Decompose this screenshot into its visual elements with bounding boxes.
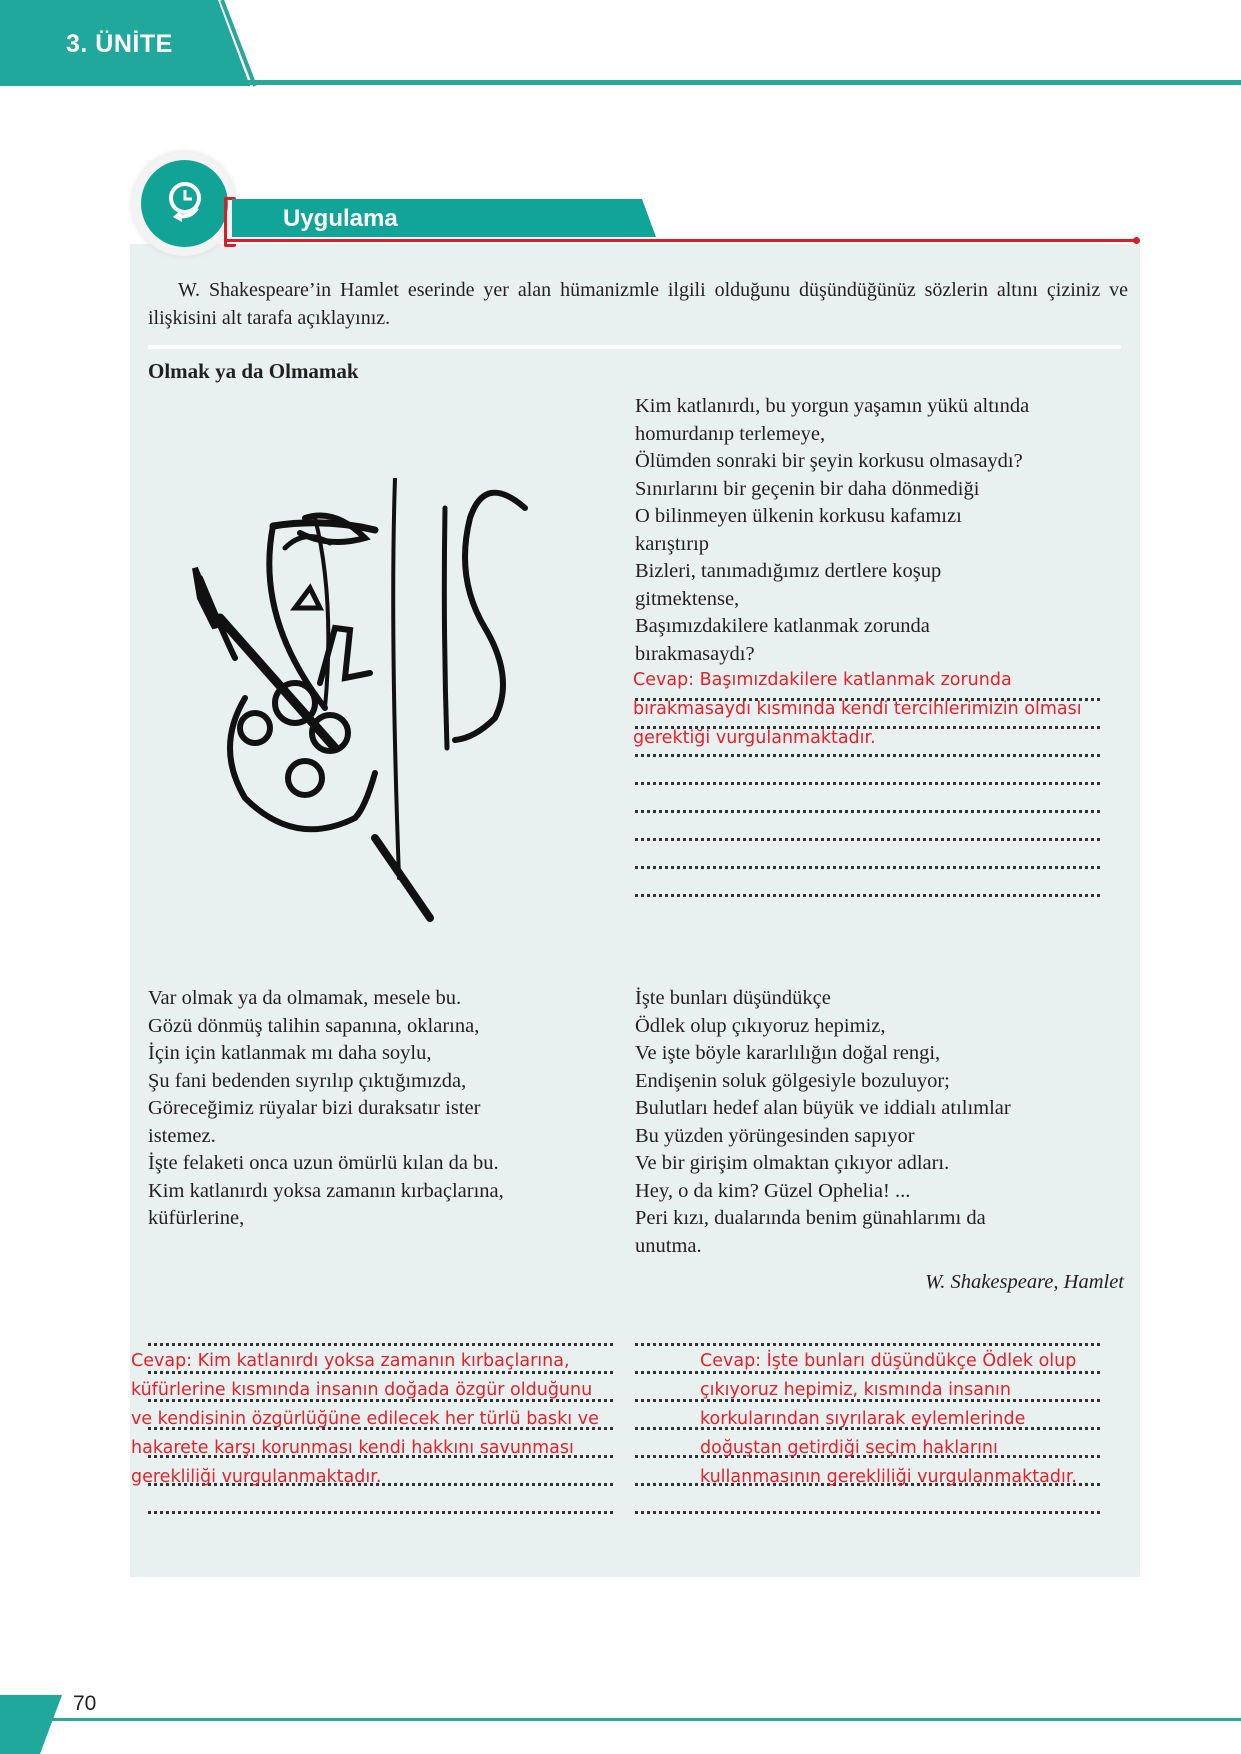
poem-line: Kim katlanırdı, bu yorgun yaşamın yükü altında	[635, 395, 1030, 417]
red-rule	[225, 239, 1138, 242]
answer-line: gerektiği vurgulanmaktadır.	[633, 728, 876, 748]
footer-band	[0, 1695, 62, 1754]
poem-line: karıştırıp	[635, 532, 710, 555]
poem-line: Endişenin soluk gölgesiyle bozuluyor;	[635, 1069, 950, 1092]
answer-bottom-right	[700, 1347, 1077, 1492]
header-line	[248, 80, 1241, 85]
answer-line: çıkıyoruz hepimiz, kısmında insanın	[700, 1380, 1011, 1400]
poem-line: O bilinmeyen ülkenin korkusu kafamızı	[635, 505, 962, 527]
poem-line: Bu yüzden yörüngesinden sapıyor	[635, 1124, 915, 1147]
poem-line: Göreceğimiz rüyalar bizi duraksatır ister	[148, 1097, 481, 1119]
dotted-line	[148, 1318, 613, 1346]
dotted-line	[635, 841, 1100, 869]
poem-line: homurdanıp terlemeye,	[635, 422, 826, 445]
answer-line: gerekliliği vurgulanmaktadır.	[131, 1467, 382, 1487]
answer-line: korkularından sıyrılarak eylemlerinde	[700, 1409, 1026, 1429]
dotted-line	[635, 785, 1100, 813]
poem-top-right	[635, 393, 1029, 668]
attribution: W. Shakespeare, Hamlet	[925, 1271, 1124, 1293]
poem-line: unutma.	[635, 1234, 702, 1257]
answer-line: ve kendisinin özgürlüğüne edilecek her türlü baskı ve	[131, 1409, 599, 1429]
dotted-line	[635, 757, 1100, 785]
answer-line: Cevap: Başımızdakilere katlanmak zorunda	[633, 670, 1012, 690]
poem-line: Peri kızı, dualarında benim günahlarımı da	[635, 1207, 986, 1229]
answer-line: küfürlerine kısmında insanın doğada özgür olduğunu	[131, 1380, 593, 1400]
answer-line: doğuştan getirdiği seçim haklarını	[700, 1438, 998, 1458]
poem-line: istemez.	[148, 1124, 216, 1147]
poem-line: Ve işte böyle kararlılığın doğal rengi,	[635, 1042, 941, 1064]
poem-line: Var olmak ya da olmamak, mesele bu.	[148, 987, 462, 1009]
poem-line: Kim katlanırdı yoksa zamanın kırbaçlarına,	[148, 1179, 504, 1202]
poem-line: Ödlek olup çıkıyoruz hepimiz,	[635, 1014, 886, 1037]
poem-line: Hey, o da kim? Güzel Ophelia! ...	[635, 1179, 911, 1202]
poem-line: İşte felaketi onca uzun ömürlü kılan da bu.	[148, 1152, 499, 1174]
answer-line: Cevap: İşte bunları düşündükçe Ödlek olup	[700, 1351, 1077, 1371]
poem-line: küfürlerine,	[148, 1207, 245, 1229]
poem-line: Ölümden sonraki bir şeyin korkusu olmasaydı?	[635, 450, 1023, 472]
poem-line: Sınırlarını bir geçenin bir daha dönmediği	[635, 477, 980, 500]
theatre-mask-palette-illustration	[185, 478, 585, 928]
poem-line: bırakmasaydı?	[635, 642, 755, 665]
answer-line: hakarete karşı korunması kendi hakkını savunması	[131, 1438, 574, 1458]
section-title: Uygulama	[283, 205, 398, 232]
footer-line	[50, 1718, 1241, 1721]
answer-line: Cevap: Kim katlanırdı yoksa zamanın kırbaçlarına,	[131, 1351, 570, 1371]
answer-line: bırakmasaydı kısmında kendi tercihlerimizin olması	[633, 699, 1082, 719]
dotted-line	[635, 813, 1100, 841]
red-rule-end	[1133, 237, 1140, 244]
poem-line: Bizleri, tanımadığımız dertlere koşup	[635, 560, 942, 582]
poem-line: İçin için katlanmak mı daha soylu,	[148, 1042, 432, 1064]
poem-bottom-right	[635, 985, 1011, 1260]
divider	[148, 345, 1121, 349]
poem-line: Bulutları hedef alan büyük ve iddialı atılımlar	[635, 1097, 1011, 1119]
poem-line: Gözü dönmüş talihin sapanına, oklarına,	[148, 1014, 480, 1037]
answer-bottom-left	[131, 1347, 599, 1492]
poem-bottom-left	[148, 985, 504, 1233]
poem-title: Olmak ya da Olmamak	[148, 359, 359, 383]
poem-line: İşte bunları düşündükçe	[635, 987, 831, 1009]
clock-refresh-icon	[141, 160, 228, 247]
answer-top	[633, 666, 1082, 753]
poem-line: Şu fani bedenden sıyrılıp çıktığımızda,	[148, 1069, 467, 1092]
dotted-line	[635, 869, 1100, 897]
poem-line: gitmektense,	[635, 587, 740, 610]
page-number: 70	[73, 1692, 97, 1715]
poem-line: Ve bir girişim olmaktan çıkıyor adları.	[635, 1152, 950, 1174]
answer-line: kullanmasının gerekliliği vurgulanmaktadır.	[700, 1467, 1077, 1487]
poem-line: Başımızdakilere katlanmak zorunda	[635, 615, 930, 637]
instruction-text: W. Shakespeare’in Hamlet eserinde yer alan hümanizmle ilgili olduğunu düşündüğünüz sözlerin altını çiziniz ve ilişkisini alt tarafa açıklayınız.	[148, 279, 1128, 329]
section-icon-circle	[141, 160, 228, 247]
unit-label: 3. ÜNİTE	[66, 30, 173, 58]
dotted-line	[635, 1318, 1100, 1346]
